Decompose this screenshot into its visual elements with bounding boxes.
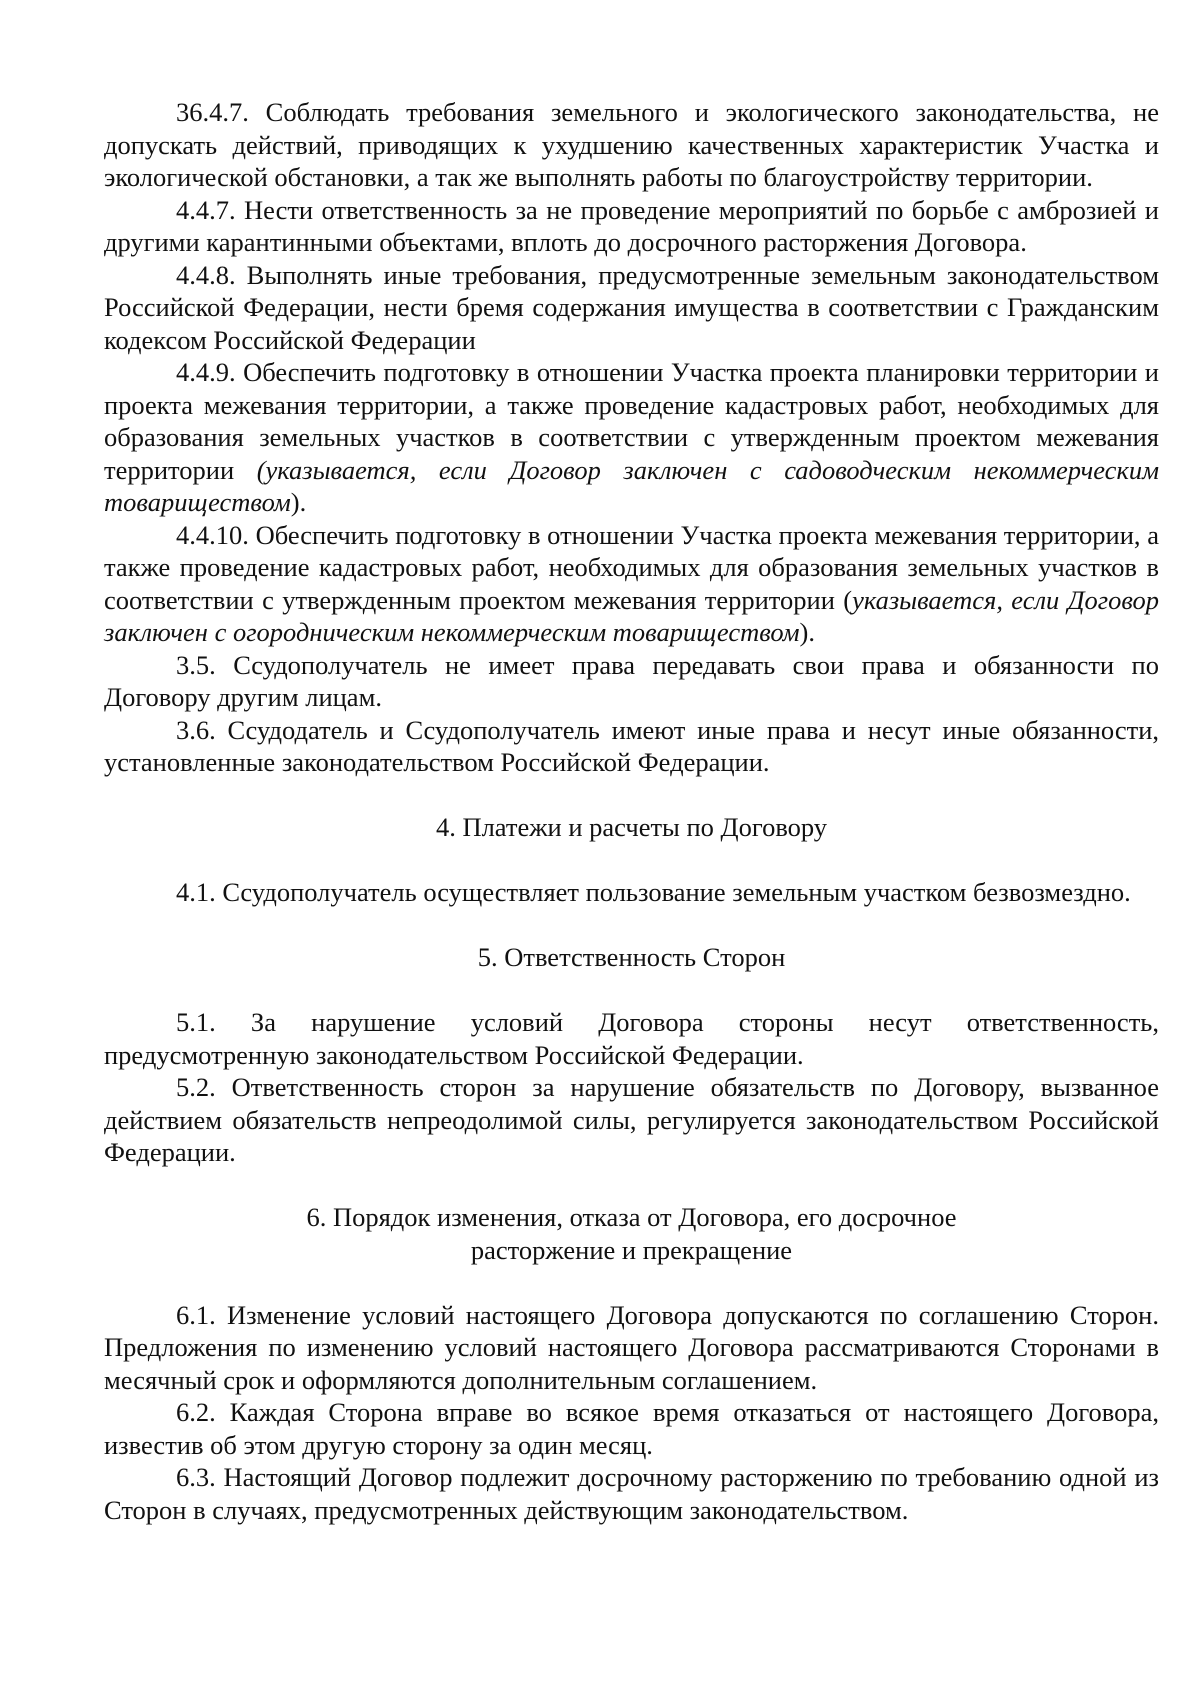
- section-6-heading: [104, 1201, 1159, 1266]
- clause-4-4-10-end: ).: [799, 617, 815, 647]
- clause-5-2: 5.2. Ответственность сторон за нарушение обязательств по Договору, вызванное действием обязательств непреодолимой силы, регулируется законодательством Российской Федерации.: [104, 1072, 1159, 1167]
- section-6-heading-line-1: 6. Порядок изменения, отказа от Договора, его досрочное: [306, 1202, 957, 1232]
- clause-6-1: 6.1. Изменение условий настоящего Договора допускаются по соглашению Сторон. Предложения по изменению условий настоящего Договора рассматриваются Сторонами в месячный срок и оформляются дополнительным соглашением.: [104, 1299, 1159, 1395]
- clause-36-4-7: 36.4.7. Соблюдать требования земельного и экологического законодательства, не допускать действий, приводящих к ухудшению качественных характеристик Участка и экологической обстановки, а так же выполнять работы по благоустройству территории.: [104, 97, 1159, 192]
- clause-6-3: 6.3. Настоящий Договор подлежит досрочному расторжению по требованию одной из Сторон в случаях, предусмотренных действующим законодательством.: [104, 1462, 1159, 1525]
- clause-3-5: 3.5. Ссудополучатель не имеет права передавать свои права и обязанности по Договору другим лицам.: [104, 649, 1159, 712]
- clause-5-1: 5.1. За нарушение условий Договора стороны несут ответственность, предусмотренную законодательством Российской Федерации.: [104, 1007, 1159, 1070]
- clause-4-4-10: [104, 519, 1159, 649]
- section-6-heading-line-2: расторжение и прекращение: [470, 1234, 793, 1265]
- clause-4-4-9: [104, 356, 1159, 519]
- document-page: [104, 96, 1159, 1526]
- clause-6-2: 6.2. Каждая Сторона вправе во всякое время отказаться от настоящего Договора, известив об этом другую сторону за один месяц.: [104, 1397, 1159, 1460]
- clause-4-4-9-note: (указывается, если Договор заключен с садоводческим некоммерческим товариществом: [104, 454, 1159, 517]
- clause-4-4-10-note: указывается, если Договор заключен с огородническим некоммерческим товариществом: [104, 584, 1159, 647]
- clause-4-4-7: 4.4.7. Нести ответственность за не проведение мероприятий по борьбе с амброзией и другими карантинными объектами, вплоть до досрочного расторжения Договора.: [104, 194, 1159, 257]
- clause-4-1: 4.1. Ссудополучатель осуществляет пользование земельным участком безвозмездно.: [176, 877, 1131, 907]
- clause-4-4-9-end: ).: [290, 487, 307, 517]
- clause-3-6: 3.6. Ссудодатель и Ссудополучатель имеют иные права и несут иные обязанности, установленные законодательством Российской Федерации.: [104, 714, 1159, 777]
- clause-4-4-8: 4.4.8. Выполнять иные требования, предусмотренные земельным законодательством Российской Федерации, нести бремя содержания имущества в соответствии с Гражданским кодексом Российской Федерации: [104, 259, 1159, 355]
- section-4-heading: 4. Платежи и расчеты по Договору: [435, 812, 828, 842]
- section-5-heading: 5. Ответственность Сторон: [477, 942, 786, 972]
- clause-4-4-9-text: 4.4.9. Обеспечить подготовку в отношении Участка проекта планировки территории и проекта межевания территории, а также проведение кадастровых работ, необходимых для образования земельных участков в соответствии с утвержденным проектом межевания территории: [104, 357, 1159, 485]
- clause-4-4-10-text: 4.4.10. Обеспечить подготовку в отношении Участка проекта межевания территории, а также проведение кадастровых работ, необходимых для образования земельных участков в соответствии с утвержденным проектом межевания территории (: [104, 519, 1159, 615]
